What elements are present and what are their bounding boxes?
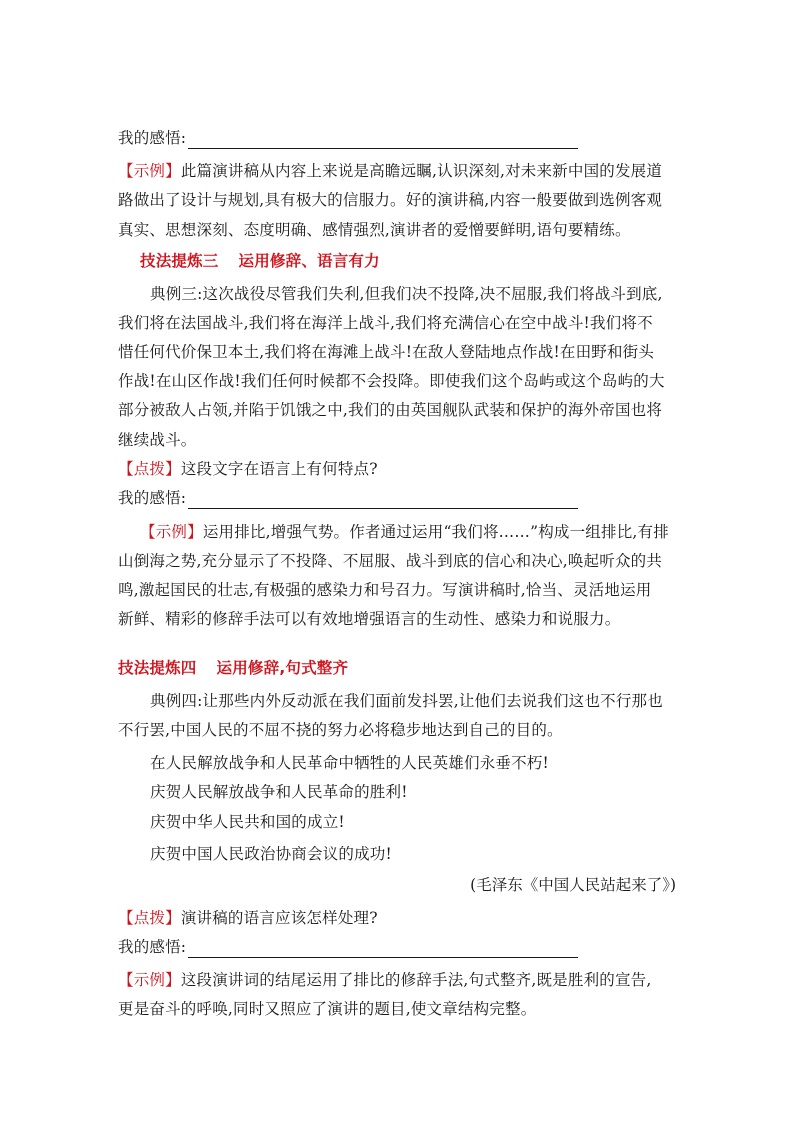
paragraph-line: 继续战斗。 xyxy=(118,431,197,449)
paragraph-line: 典例四:让那些内外反动派在我们面前发抖罢,让他们去说我们这也不行那也 xyxy=(150,692,663,710)
paragraph-line: 我们将在法国战斗,我们将在海洋上战斗,我们将充满信心在空中战斗!我们将不 xyxy=(118,314,653,332)
answer-text: 这段演讲词的结尾运用了排比的修辞手法,句式整齐,既是胜利的宣告, xyxy=(180,971,652,989)
heading-number: 技法提炼四 xyxy=(118,659,197,677)
reflection-line-top xyxy=(118,127,678,149)
reflection-label: 我的感悟: xyxy=(118,129,187,147)
tip-text: 这段文字在语言上有何特点? xyxy=(180,460,378,478)
tip-line xyxy=(118,907,678,929)
paragraph-line: 惜任何代价保卫本土,我们将在海滩上战斗!在敌人登陆地点作战!在田野和街头 xyxy=(118,343,655,361)
heading-number: 技法提炼三 xyxy=(140,252,219,270)
quote-source: (毛泽东《中国人民站起来了》) xyxy=(470,876,676,894)
answer-blank[interactable] xyxy=(188,941,578,958)
example-tag: 【示例】 xyxy=(118,162,181,180)
reflection-line xyxy=(118,936,678,958)
heading-title: 运用修辞,句式整齐 xyxy=(216,659,349,677)
answer-text: 运用排比,增强气势。作者通过运用“我们将……”构成一组排比,有排 xyxy=(202,523,669,541)
heading-title: 运用修辞、语言有力 xyxy=(238,252,380,270)
reflection-label: 我的感悟: xyxy=(118,938,187,956)
section-heading-3 xyxy=(140,250,700,272)
paragraph-line: 作战!在山区作战!我们任何时候都不会投降。即使我们这个岛屿或这个岛屿的大 xyxy=(118,372,665,390)
example-text: 此篇演讲稿从内容上来说是高瞻远瞩,认识深刻,对未来新中国的发展道 xyxy=(180,162,663,180)
paragraph-line: 典例三:这次战役尽管我们失利,但我们决不投降,决不屈服,我们将战斗到底, xyxy=(150,285,663,303)
paragraph-line: 部分被敌人占领,并陷于饥饿之中,我们的由英国舰队武装和保护的海外帝国也将 xyxy=(118,401,663,419)
tip-text: 演讲稿的语言应该怎样处理? xyxy=(180,909,378,927)
tip-tag: 【点拨】 xyxy=(118,460,181,478)
answer-line: 更是奋斗的呼唤,同时又照应了演讲的题目,使文章结构完整。 xyxy=(118,1000,537,1018)
quote-line: 在人民解放战争和人民革命中牺牲的人民英雄们永垂不朽! xyxy=(150,754,549,772)
answer-line xyxy=(140,521,700,543)
quote-line: 庆贺人民解放战争和人民革命的胜利! xyxy=(150,783,408,801)
answer-tag: 【示例】 xyxy=(118,971,181,989)
answer-tag: 【示例】 xyxy=(140,523,203,541)
section-heading-4 xyxy=(118,657,678,679)
example-line: 路做出了设计与规划,具有极大的信服力。好的演讲稿,内容一般要做到选例客观 xyxy=(118,191,663,209)
example-line: 真实、思想深刻、态度明确、感情强烈,演讲者的爱憎要鲜明,语句要精练。 xyxy=(118,221,631,239)
answer-line: 鸣,激起国民的壮志,有极强的感染力和号召力。写演讲稿时,恰当、灵活地运用 xyxy=(118,581,652,599)
answer-line: 新鲜、精彩的修辞手法可以有效地增强语言的生动性、感染力和说服力。 xyxy=(118,610,621,628)
answer-line xyxy=(118,969,678,991)
tip-line xyxy=(118,458,678,480)
example-line xyxy=(118,160,678,182)
answer-blank[interactable] xyxy=(188,492,578,509)
quote-line: 庆贺中华人民共和国的成立! xyxy=(150,813,345,831)
paragraph-line: 不行罢,中国人民的不屈不挠的努力必将稳步地达到自己的目的。 xyxy=(118,721,563,739)
reflection-label: 我的感悟: xyxy=(118,489,187,507)
tip-tag: 【点拨】 xyxy=(118,909,181,927)
answer-blank[interactable] xyxy=(188,132,578,149)
reflection-line xyxy=(118,487,678,509)
quote-line: 庆贺中国人民政治协商会议的成功! xyxy=(150,845,392,863)
answer-line: 山倒海之势,充分显示了不投降、不屈服、战斗到底的信心和决心,唤起听众的共 xyxy=(118,552,663,570)
